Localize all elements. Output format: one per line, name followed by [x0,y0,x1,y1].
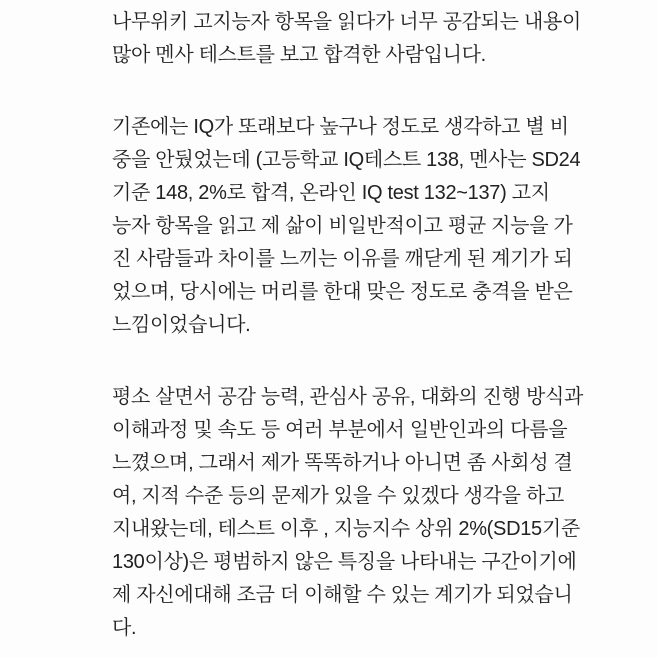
text-line: 느낌이었습니다. [112,314,251,336]
text-line: 진 사람들과 차이를 느끼는 이유를 깨닫게 된 계기가 되 [112,248,573,270]
text-line: 느꼈으며, 그래서 제가 똑똑하거나 아니면 좀 사회성 결 [112,452,573,474]
text-line: 기준 148, 2%로 합격, 온라인 IQ test 132~137) 고지 [112,182,550,204]
text-line: 중을 안뒀었는데 (고등학교 IQ테스트 138, 멘사는 SD24 [112,149,581,171]
text-line: 기존에는 IQ가 또래보다 높구나 정도로 생각하고 별 비 [112,116,569,138]
text-line: 능자 항목을 읽고 제 삶이 비일반적이고 평균 지능을 가 [112,215,573,237]
text-line: 나무위키 고지능자 항목을 읽다가 너무 공감되는 내용이 [112,11,581,33]
text-line: 제 자신에대해 조금 더 이해할 수 있는 계기가 되었습니 [112,584,573,606]
text-line: 지내왔는데, 테스트 이후 , 지능지수 상위 2%(SD15기준 [112,518,580,540]
text-line: 평소 살면서 공감 능력, 관심사 공유, 대화의 진행 방식과 [112,386,584,408]
text-line: 130이상)은 평범하지 않은 특징을 나타내는 구간이기에 [112,551,577,573]
text-line: 다. [112,617,137,639]
text-line: 이해과정 및 속도 등 여러 부분에서 일반인과의 다름을 [112,419,568,441]
text-line: 여, 지적 수준 등의 문제가 있을 수 있겠다 생각을 하고 [112,485,564,507]
text-line: 많아 멘사 테스트를 보고 합격한 사람입니다. [112,44,486,66]
paragraph-life-reflection [112,381,617,645]
paragraph-intro [112,6,617,72]
paragraph-iq-history [112,111,617,342]
text-line: 었으며, 당시에는 머리를 한대 맞은 정도로 충격을 받은 [112,281,573,303]
post-text-block [112,6,617,645]
